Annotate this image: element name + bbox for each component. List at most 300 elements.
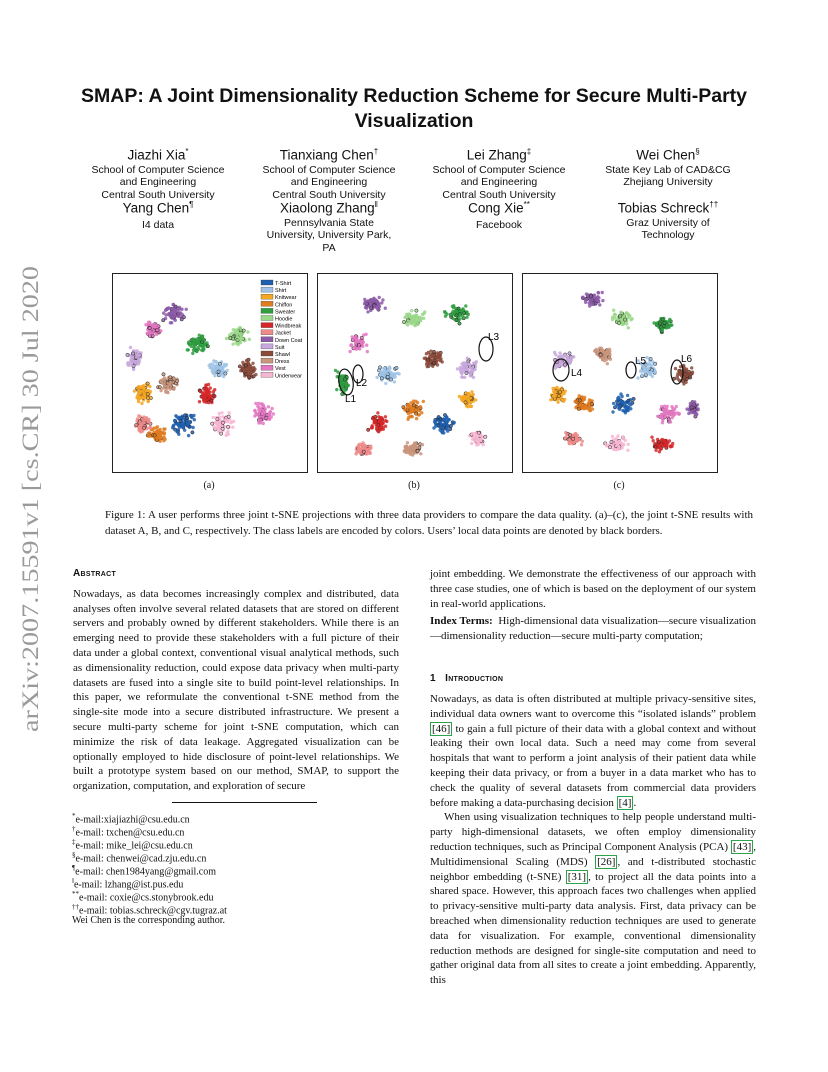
data-point xyxy=(180,318,183,321)
data-point xyxy=(365,305,368,308)
data-point xyxy=(366,350,369,353)
legend-label: Sweater xyxy=(275,309,296,316)
data-point xyxy=(651,375,654,378)
data-point xyxy=(470,390,473,393)
data-point xyxy=(245,359,248,362)
data-point xyxy=(590,303,593,306)
tsne-plot-b xyxy=(318,274,512,472)
figure-panel-a xyxy=(112,273,308,473)
data-point xyxy=(585,292,588,295)
data-point xyxy=(601,299,604,302)
data-point xyxy=(619,311,622,314)
data-point xyxy=(661,318,664,321)
data-point xyxy=(179,420,182,423)
data-point xyxy=(164,390,167,393)
citation-link[interactable]: [43] xyxy=(732,840,752,853)
data-point xyxy=(608,446,611,449)
data-point xyxy=(162,378,165,381)
citation-link[interactable]: [26] xyxy=(597,855,616,868)
data-point xyxy=(676,375,679,378)
data-point xyxy=(261,412,264,415)
data-point xyxy=(192,414,195,417)
data-point xyxy=(691,371,694,374)
data-point xyxy=(669,444,672,447)
data-point xyxy=(228,333,231,336)
data-point xyxy=(357,346,360,349)
data-point xyxy=(464,401,467,404)
data-point xyxy=(663,440,666,443)
data-point xyxy=(467,313,470,316)
data-point xyxy=(171,316,174,319)
abstract-continued: joint embedding. We demonstrate the effectiveness of our approach with three case studies, one of which is based on the deployment of our system in real-world applications. xyxy=(430,568,756,610)
data-point xyxy=(151,331,154,334)
data-point xyxy=(677,413,680,416)
citation-link[interactable]: [46] xyxy=(432,722,451,735)
data-point xyxy=(558,355,561,358)
data-point xyxy=(158,386,161,389)
author-mark: ** xyxy=(523,200,530,209)
data-point xyxy=(564,363,567,366)
data-point xyxy=(270,407,273,410)
data-point xyxy=(142,421,145,424)
legend-swatch xyxy=(261,308,273,313)
data-point xyxy=(589,299,592,302)
author-mark: †† xyxy=(709,200,719,209)
annotation-label: L3 xyxy=(488,332,500,343)
data-point xyxy=(406,418,409,421)
data-point xyxy=(466,392,469,395)
data-point xyxy=(205,398,208,401)
data-point xyxy=(551,387,554,390)
abstract-heading: Abstract xyxy=(73,568,117,579)
author-affil: Central South University xyxy=(442,188,556,201)
data-point xyxy=(597,291,600,294)
tsne-plot-c xyxy=(523,274,717,472)
data-point xyxy=(169,387,172,390)
data-point xyxy=(178,311,181,314)
data-point xyxy=(257,402,260,405)
data-point xyxy=(376,411,379,414)
data-point xyxy=(589,295,592,298)
data-point xyxy=(213,395,216,398)
data-point xyxy=(595,296,598,299)
data-point xyxy=(414,412,417,415)
data-point xyxy=(412,451,415,454)
data-point xyxy=(623,403,626,406)
data-point xyxy=(360,342,363,345)
data-point xyxy=(361,345,364,348)
data-point xyxy=(202,396,205,399)
data-point xyxy=(464,362,467,365)
annotation-label: L1 xyxy=(345,394,357,405)
data-point xyxy=(403,316,406,319)
legend-label: Jacket xyxy=(275,330,291,337)
data-point xyxy=(216,417,219,420)
data-point xyxy=(203,393,206,396)
data-point xyxy=(228,411,231,414)
data-point xyxy=(471,432,474,435)
data-point xyxy=(240,335,243,338)
data-point xyxy=(442,418,445,421)
data-point xyxy=(225,432,228,435)
intro-paragraph-2: When using visualization techniques to help people understand multi-party high-dimensional datasets, we often employ dimensionality reduction techniques, such as Principal Component Analysis (PCA) [43] , Multidimensional Scaling (MDS) [26] , and t-distributed stochastic neighbor embedding (t-SNE) [31] , to project all the data points into a shared space. However, this approach faces two challenges when applied to privacy-sensitive multi-party data analysis. First, data privacy can be breached when dimensionality reduction techniques are used to generate data for visualization. For example, conventional dimensionality reduction methods are designed for single-site computation and need to gather original data from all sites to create a joint embedding. Apparently, this xyxy=(430,811,756,987)
data-point xyxy=(181,425,184,428)
legend-swatch xyxy=(261,287,273,292)
data-point xyxy=(416,401,419,404)
data-point xyxy=(655,322,658,325)
data-point xyxy=(397,372,400,375)
data-point xyxy=(583,396,586,399)
index-terms-text: High-dimensional data visualization—secure visualization—dimensionality reduction—secure multi-party computation; xyxy=(430,615,756,642)
data-point xyxy=(272,412,275,415)
author-affil: Pennsylvania State xyxy=(284,216,374,229)
data-point xyxy=(413,404,416,407)
data-point xyxy=(421,443,424,446)
data-point xyxy=(598,303,601,306)
data-point xyxy=(629,318,632,321)
data-point xyxy=(577,407,580,410)
data-point xyxy=(408,313,411,316)
data-point xyxy=(175,430,178,433)
data-point xyxy=(576,439,579,442)
data-point xyxy=(221,365,224,368)
data-point xyxy=(435,356,438,359)
data-point xyxy=(146,418,149,421)
data-point xyxy=(603,354,606,357)
data-point xyxy=(342,388,345,391)
data-point xyxy=(143,396,146,399)
data-point xyxy=(172,377,175,380)
data-point xyxy=(466,405,469,408)
data-point xyxy=(685,377,688,380)
author-affil: University, University Park, xyxy=(266,229,392,242)
citation-link[interactable]: [31] xyxy=(567,870,587,883)
data-point xyxy=(384,415,387,418)
data-point xyxy=(572,355,575,358)
annotation-label: L5 xyxy=(635,356,647,367)
data-point xyxy=(455,319,458,322)
data-point xyxy=(660,413,663,416)
data-point xyxy=(406,441,409,444)
data-point xyxy=(682,382,685,385)
data-point xyxy=(422,312,425,315)
data-point xyxy=(654,362,657,365)
author-mark: ¶ xyxy=(189,200,194,209)
data-point xyxy=(468,397,471,400)
data-point xyxy=(418,318,421,321)
data-point xyxy=(581,440,584,443)
data-point xyxy=(412,407,415,410)
data-point xyxy=(220,432,223,435)
data-point xyxy=(467,360,470,363)
data-point xyxy=(433,420,436,423)
data-point xyxy=(612,309,615,312)
data-point xyxy=(464,396,467,399)
data-point xyxy=(616,434,619,437)
data-point xyxy=(193,347,196,350)
data-point xyxy=(456,367,459,370)
data-point xyxy=(610,440,613,443)
author-mark: ‡ xyxy=(526,147,532,156)
data-point xyxy=(343,378,346,381)
data-point xyxy=(605,444,608,447)
data-point xyxy=(172,424,175,427)
data-point xyxy=(144,323,147,326)
data-point xyxy=(663,410,666,413)
data-point xyxy=(215,360,218,363)
data-point xyxy=(211,422,214,425)
data-point xyxy=(621,436,624,439)
data-point xyxy=(384,382,387,385)
data-point xyxy=(248,373,251,376)
data-point xyxy=(177,315,180,318)
data-point xyxy=(445,415,448,418)
data-point xyxy=(462,366,465,369)
data-point xyxy=(693,400,696,403)
data-point xyxy=(556,401,559,404)
data-point xyxy=(168,383,171,386)
data-point xyxy=(262,403,265,406)
data-point xyxy=(146,382,149,385)
data-point xyxy=(578,399,581,402)
data-point xyxy=(134,361,137,364)
legend-label: T-Shirt xyxy=(275,281,292,287)
data-point xyxy=(599,353,602,356)
data-point xyxy=(553,394,556,397)
annotation-label: L2 xyxy=(356,378,368,389)
data-point xyxy=(568,352,571,355)
data-point xyxy=(218,412,221,415)
data-point xyxy=(219,373,222,376)
data-point xyxy=(201,349,204,352)
data-point xyxy=(242,368,245,371)
data-point xyxy=(441,429,444,432)
data-point xyxy=(164,309,167,312)
data-point xyxy=(661,328,664,331)
data-point xyxy=(376,300,379,303)
data-point xyxy=(209,386,212,389)
data-point xyxy=(364,333,367,336)
data-point xyxy=(141,385,144,388)
data-point xyxy=(201,345,204,348)
data-point xyxy=(657,440,660,443)
data-point xyxy=(621,409,624,412)
data-point xyxy=(219,424,222,427)
data-point xyxy=(419,405,422,408)
data-point xyxy=(627,443,630,446)
data-point xyxy=(406,323,409,326)
data-point xyxy=(382,367,385,370)
footnote: **e-mail: coxie@cs.stonybrook.edu xyxy=(72,890,214,904)
data-point xyxy=(251,362,254,365)
data-point xyxy=(466,357,469,360)
figure-caption: Figure 1: A user performs three joint t-SNE projections with three data providers to compare the data quality. (a)–(c), the joint t-SNE results with dataset A, B, and C, respectively. The class labels are encoded by colors. Users’ local data points are denoted by black borders. xyxy=(105,509,753,537)
data-point xyxy=(695,413,698,416)
author-affil: Graz University of xyxy=(626,216,710,229)
data-point xyxy=(407,451,410,454)
data-point xyxy=(654,449,657,452)
data-point xyxy=(418,413,421,416)
author-affil: Central South University xyxy=(272,188,386,201)
data-point xyxy=(213,388,216,391)
data-point xyxy=(344,385,347,388)
data-point xyxy=(218,362,221,365)
author-name: Tobias Schreck xyxy=(617,200,710,216)
data-point xyxy=(412,315,415,318)
data-point xyxy=(449,424,452,427)
data-point xyxy=(149,426,152,429)
author-mark: † xyxy=(373,147,379,156)
author-affil: School of Computer Science xyxy=(432,163,566,176)
legend-swatch xyxy=(261,301,273,306)
data-point xyxy=(241,361,244,364)
data-point xyxy=(214,365,217,368)
data-point xyxy=(211,363,214,366)
data-point xyxy=(649,364,652,367)
data-point xyxy=(470,368,473,371)
data-point xyxy=(575,400,578,403)
author-name: Cong Xie xyxy=(468,200,524,216)
data-point xyxy=(402,320,405,323)
data-point xyxy=(414,323,417,326)
data-point xyxy=(186,348,189,351)
data-point xyxy=(137,390,140,393)
data-point xyxy=(169,321,172,324)
data-point xyxy=(660,443,663,446)
author-block xyxy=(244,196,414,254)
data-point xyxy=(354,347,357,350)
data-point xyxy=(196,340,199,343)
data-point xyxy=(138,424,141,427)
data-point xyxy=(258,418,261,421)
data-point xyxy=(640,373,643,376)
data-point xyxy=(464,304,467,307)
data-point xyxy=(433,361,436,364)
data-point xyxy=(461,399,464,402)
data-point xyxy=(624,312,627,315)
data-point xyxy=(552,390,555,393)
author-block xyxy=(73,143,243,201)
data-point xyxy=(212,416,215,419)
author-mark: * xyxy=(185,147,189,156)
data-point xyxy=(131,352,134,355)
data-point xyxy=(629,403,632,406)
data-point xyxy=(239,326,242,329)
data-point xyxy=(126,353,129,356)
data-point xyxy=(174,414,177,417)
data-point xyxy=(206,345,209,348)
intro-text xyxy=(430,692,756,988)
legend-label: Shawl xyxy=(275,352,290,358)
data-point xyxy=(366,452,369,455)
panel-label: (c) xyxy=(613,480,625,491)
data-point xyxy=(405,447,408,450)
legend-swatch xyxy=(261,316,273,321)
data-point xyxy=(569,433,572,436)
data-point xyxy=(156,425,159,428)
data-point xyxy=(233,331,236,334)
data-point xyxy=(152,427,155,430)
data-point xyxy=(262,422,265,425)
author-name: Tianxiang Chen xyxy=(279,147,374,163)
legend-swatch xyxy=(261,323,273,328)
legend-swatch xyxy=(261,372,273,377)
data-point xyxy=(664,444,667,447)
footnote: ††e-mail: tobias.schreck@cgv.tugraz.at xyxy=(72,903,227,917)
data-point xyxy=(393,380,396,383)
data-point xyxy=(147,433,150,436)
data-point xyxy=(349,344,352,347)
author-block xyxy=(414,196,584,231)
author-affil: School of Computer Science xyxy=(262,163,396,176)
author-block xyxy=(73,196,243,231)
data-point xyxy=(689,376,692,379)
data-point xyxy=(476,439,479,442)
data-point xyxy=(209,366,212,369)
data-point xyxy=(690,366,693,369)
data-point xyxy=(163,382,166,385)
data-point xyxy=(645,370,648,373)
data-point xyxy=(232,420,235,423)
data-point xyxy=(246,330,249,333)
data-point xyxy=(453,421,456,424)
data-point xyxy=(595,352,598,355)
data-point xyxy=(169,376,172,379)
corresponding-author-note: Wei Chen is the corresponding author. xyxy=(72,915,226,926)
data-point xyxy=(644,373,647,376)
data-point xyxy=(668,319,671,322)
figure-panel-c xyxy=(522,273,718,473)
data-point xyxy=(465,371,468,374)
intro-paragraph-1: Nowadays, as data is often distributed at multiple privacy-sensitive sites, individual data owners want to overcome this “isolated islands” problem [46] to gain a full picture of their data with a global context and without leaking their own local data. Such a need may come from several hospitals that want to perform a joint analysis of their patient data while keeping their data privacy, or from a buyer in a data market who has to check the quality of several datasets from commercial data providers before making a data-purchasing decision [4] . xyxy=(430,693,756,809)
data-point xyxy=(224,372,227,375)
data-point xyxy=(151,334,154,337)
data-point xyxy=(129,346,132,349)
data-point xyxy=(567,359,570,362)
panel-label: (a) xyxy=(203,480,215,491)
data-point xyxy=(584,405,587,408)
data-point xyxy=(661,418,664,421)
data-point xyxy=(432,426,435,429)
data-point xyxy=(252,375,255,378)
data-point xyxy=(459,370,462,373)
data-point xyxy=(611,435,614,438)
footnote: §e-mail: chenwei@cad.zju.edu.cn xyxy=(72,851,207,865)
author-affil: and Engineering xyxy=(460,176,538,189)
data-point xyxy=(611,318,614,321)
data-point xyxy=(617,447,620,450)
data-point xyxy=(178,416,181,419)
data-point xyxy=(416,449,419,452)
data-point xyxy=(378,296,381,299)
data-point xyxy=(469,372,472,375)
data-point xyxy=(244,364,247,367)
data-point xyxy=(428,355,431,358)
data-point xyxy=(360,336,363,339)
data-point xyxy=(191,431,194,434)
author-name: Wei Chen xyxy=(636,147,696,163)
legend-label: Windbreak xyxy=(275,323,302,330)
data-point xyxy=(636,376,639,379)
data-point xyxy=(148,332,151,335)
data-point xyxy=(185,308,188,311)
data-point xyxy=(141,389,144,392)
legend-swatch xyxy=(261,280,273,285)
data-point xyxy=(395,366,398,369)
legend-swatch xyxy=(261,330,273,335)
citation-link[interactable]: [4] xyxy=(618,796,632,809)
data-point xyxy=(558,390,561,393)
